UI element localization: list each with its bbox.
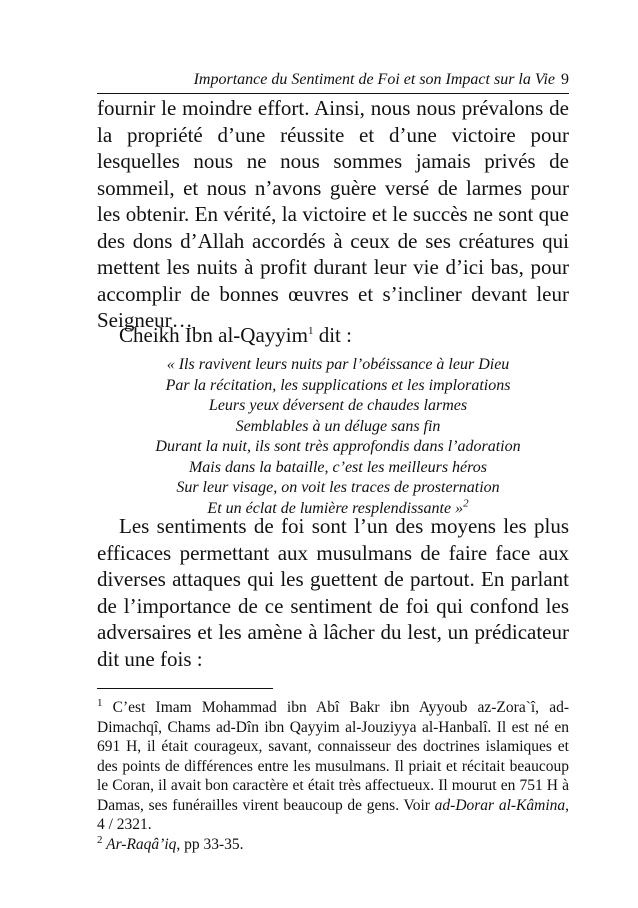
running-header [97,70,569,94]
header-title: Importance du Sentiment de Foi et son Impact sur la Vie [193,71,555,88]
footnote-2-ref: , pp 33-35. [176,835,244,853]
quote-intro [119,322,352,348]
footnote-2-mark: 2 [97,833,103,846]
footnote-1 [97,698,569,835]
poem-line: Sur leur visage, on voit les traces de prosternation [176,479,500,496]
poem-line: Par la récitation, les supplications et les implorations [165,376,511,394]
poem-line: « Ils ravivent leurs nuits par l’obéissance à leur Dieu [166,356,510,373]
poem-line: Mais dans la bataille, c’est les meilleurs héros [188,458,488,476]
quote-intro-text: Cheikh Ibn al-Qayyim [119,323,308,347]
footnote-1-ref: , 4 / 2321. [97,796,569,833]
footnotes [97,698,569,854]
poem-line: Leurs yeux déversent de chaudes larmes [208,397,468,414]
footnote-2-source: Ar-Raqâ’iq [102,835,177,853]
paragraph-2: Les sentiments de foi sont l’un des moyens les plus efficaces permettant aux musulmans de faire face aux diverses attaques qui les guettent de partout. En parlant de l’importance de ce sentiment de foi qui confond les adversaires et les amène à lâcher du lest, un prédicateur dit une fois : [97,514,569,671]
footnote-2 [97,835,569,855]
footnote-ref-2: 2 [463,497,469,510]
footnote-1-text: C’est Imam Mohammad ibn Abî Bakr ibn Ayyoub az-Zora`î, ad-Dimachqî, Chams ad-Dîn ibn Qayyim al-Jouziyya al-Hanbalî. Il est né en 691 H, il était courageux, savant, connaisseur des doctrines islamiques et des points de différences entre les musulmans. Il priait et récitait beaucoup le Coran, il avait bon caractère et était très affectueux. Il mourut en 751 H à Damas, ses funérailles virent beaucoup de gens. Voir [97,699,569,814]
paragraph-1: fournir le moindre effort. Ainsi, nous nous prévalons de la propriété d’une réussite et d’une victoire pour lesquelles nous ne nous sommes jamais privés de sommeil, et nous n’avons guère versé de larmes pour les obtenir. En vérité, la victoire et le succès ne sont que des dons d’Allah accordés à ceux de ses créatures qui mettent les nuits à profit durant leur vie d’ici bas, pour accomplir de bonnes œuvres et s’incliner devant leur Seigneur… [97,96,569,332]
footnote-1-mark: 1 [97,696,103,709]
poem-line: Semblables à un déluge sans fin [235,417,441,435]
footnote-divider [97,688,273,689]
footnote-ref-1: 1 [307,325,314,337]
poem-line: Durant la nuit, ils sont très approfondis dans l’adoration [155,438,521,455]
poem-line-text: Et un éclat de lumière resplendissante » [207,499,464,517]
footnote-1-source: ad-Dorar al-Kâmina [434,796,566,814]
quote-intro-end: dit : [313,323,352,347]
poem-block [97,355,579,519]
page-number: 9 [561,71,569,88]
